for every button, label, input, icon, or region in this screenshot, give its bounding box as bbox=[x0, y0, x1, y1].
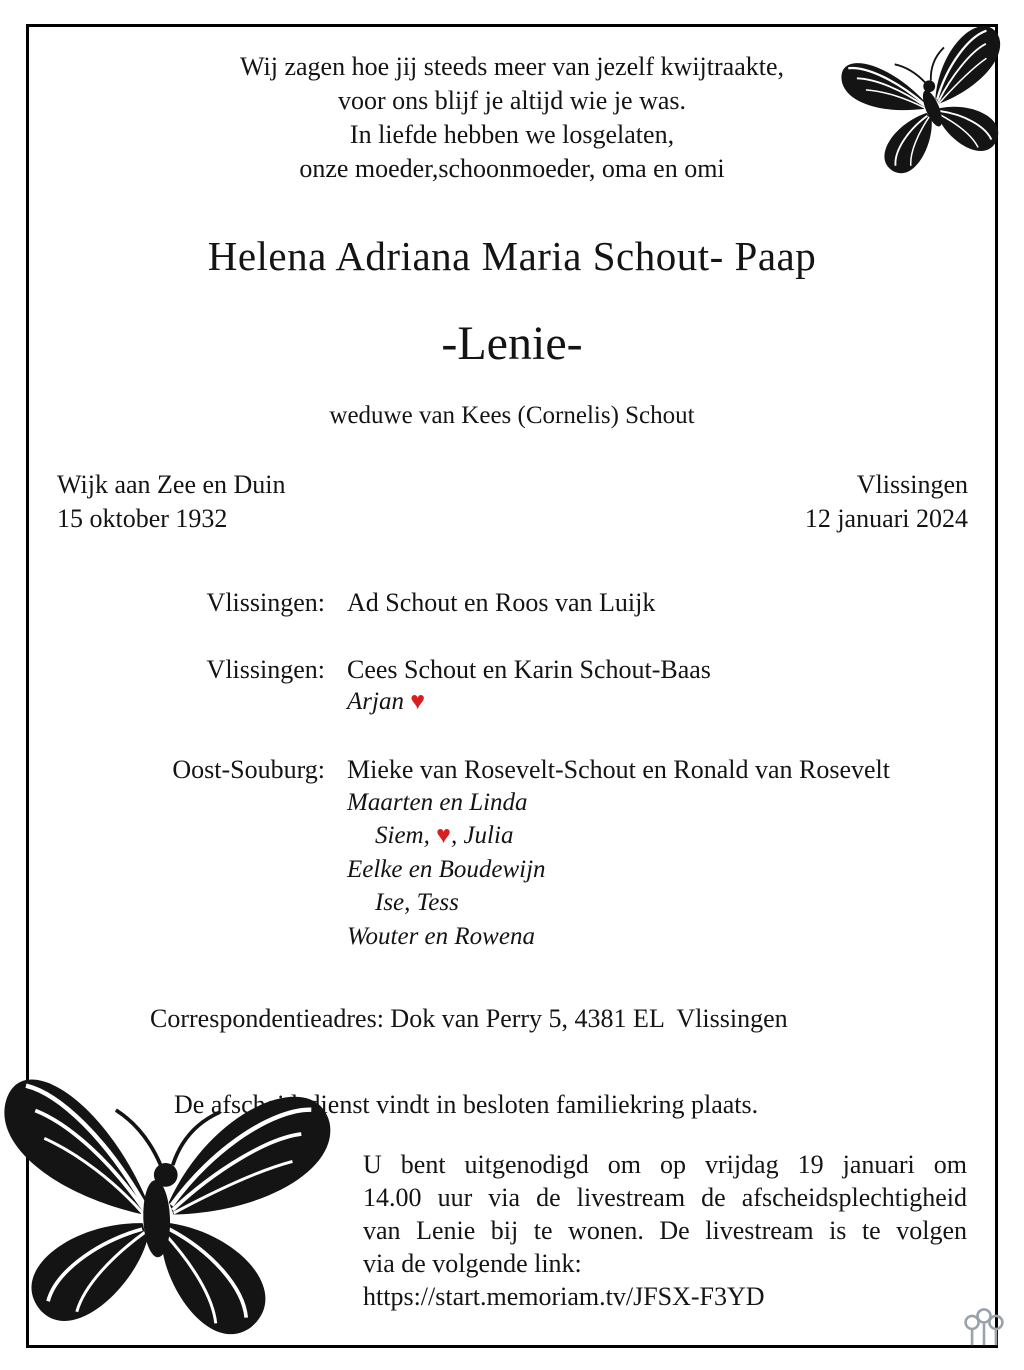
livestream-line-3: van Lenie bij te wonen. De livestream is te volgen bbox=[363, 1216, 967, 1245]
birth-date: 15 oktober 1932 bbox=[57, 504, 228, 533]
family-row bbox=[0, 588, 1024, 618]
grandchild-line: Eelke en Boudewijn bbox=[347, 856, 546, 883]
livestream-line-4: via de volgende link: bbox=[363, 1249, 582, 1278]
grandchild-line: Wouter en Rowena bbox=[347, 923, 535, 950]
death-date: 12 januari 2024 bbox=[804, 504, 968, 533]
birth-info bbox=[57, 468, 286, 536]
family-row bbox=[0, 655, 1024, 685]
heart-icon: ♥ bbox=[436, 822, 451, 849]
service-notice: De afscheidsdienst vindt in besloten familiekring plaats. bbox=[174, 1090, 759, 1119]
family-names: Mieke van Rosevelt-Schout en Ronald van Rosevelt bbox=[347, 755, 891, 784]
livestream-line-1: U bent uitgenodigd om op vrijdag 19 januari om bbox=[363, 1150, 967, 1179]
birth-place: Wijk aan Zee en Duin bbox=[57, 470, 286, 499]
grandchild-line: Siem, ♥, Julia bbox=[375, 822, 514, 849]
death-place: Vlissingen bbox=[856, 470, 968, 499]
family-row bbox=[0, 755, 1024, 785]
heart-icon: ♥ bbox=[410, 688, 426, 715]
family-place: Oost-Souburg: bbox=[172, 755, 325, 784]
deceased-nickname: -Lenie- bbox=[441, 317, 583, 370]
intro-line-3: In liefde hebben we losgelaten, bbox=[349, 120, 675, 149]
family-place: Vlissingen: bbox=[206, 655, 325, 684]
death-info bbox=[805, 468, 968, 536]
family-names: Cees Schout en Karin Schout-Baas bbox=[347, 655, 711, 684]
grandchild-line: Ise, Tess bbox=[375, 889, 459, 916]
deceased-name: Helena Adriana Maria Schout- Paap bbox=[207, 233, 817, 279]
family-names: Ad Schout en Roos van Luijk bbox=[347, 588, 656, 617]
family-child-row bbox=[0, 889, 1024, 917]
livestream-paragraph bbox=[363, 1148, 967, 1313]
relation-line: weduwe van Kees (Cornelis) Schout bbox=[329, 402, 695, 429]
grandchild-line: Maarten en Linda bbox=[347, 789, 528, 816]
livestream-line-2: 14.00 uur via de livestream de afscheidsplechtigheid bbox=[363, 1183, 967, 1212]
family-child-row bbox=[0, 923, 1024, 951]
family-child-row bbox=[0, 822, 1024, 850]
grandchild-line: Arjan ♥ bbox=[347, 688, 426, 715]
butterfly-icon bbox=[0, 1020, 354, 1370]
correspondence-address: Correspondentieadres: Dok van Perry 5, 4381 EL Vlissingen bbox=[150, 1004, 788, 1033]
family-child-row bbox=[0, 856, 1024, 884]
family-child-row bbox=[0, 789, 1024, 817]
intro-line-1: Wij zagen hoe jij steeds meer van jezelf kwijtraakte, bbox=[240, 52, 784, 81]
livestream-link[interactable]: https://start.memoriam.tv/JFSX-F3YD bbox=[363, 1282, 765, 1311]
family-child-row bbox=[0, 688, 1024, 716]
intro-line-4: onze moeder,schoonmoeder, oma en omi bbox=[299, 154, 725, 183]
family-place: Vlissingen: bbox=[206, 588, 325, 617]
memoriam-logo-icon bbox=[958, 1304, 1010, 1356]
intro-line-2: voor ons blijf je altijd wie je was. bbox=[337, 86, 687, 115]
